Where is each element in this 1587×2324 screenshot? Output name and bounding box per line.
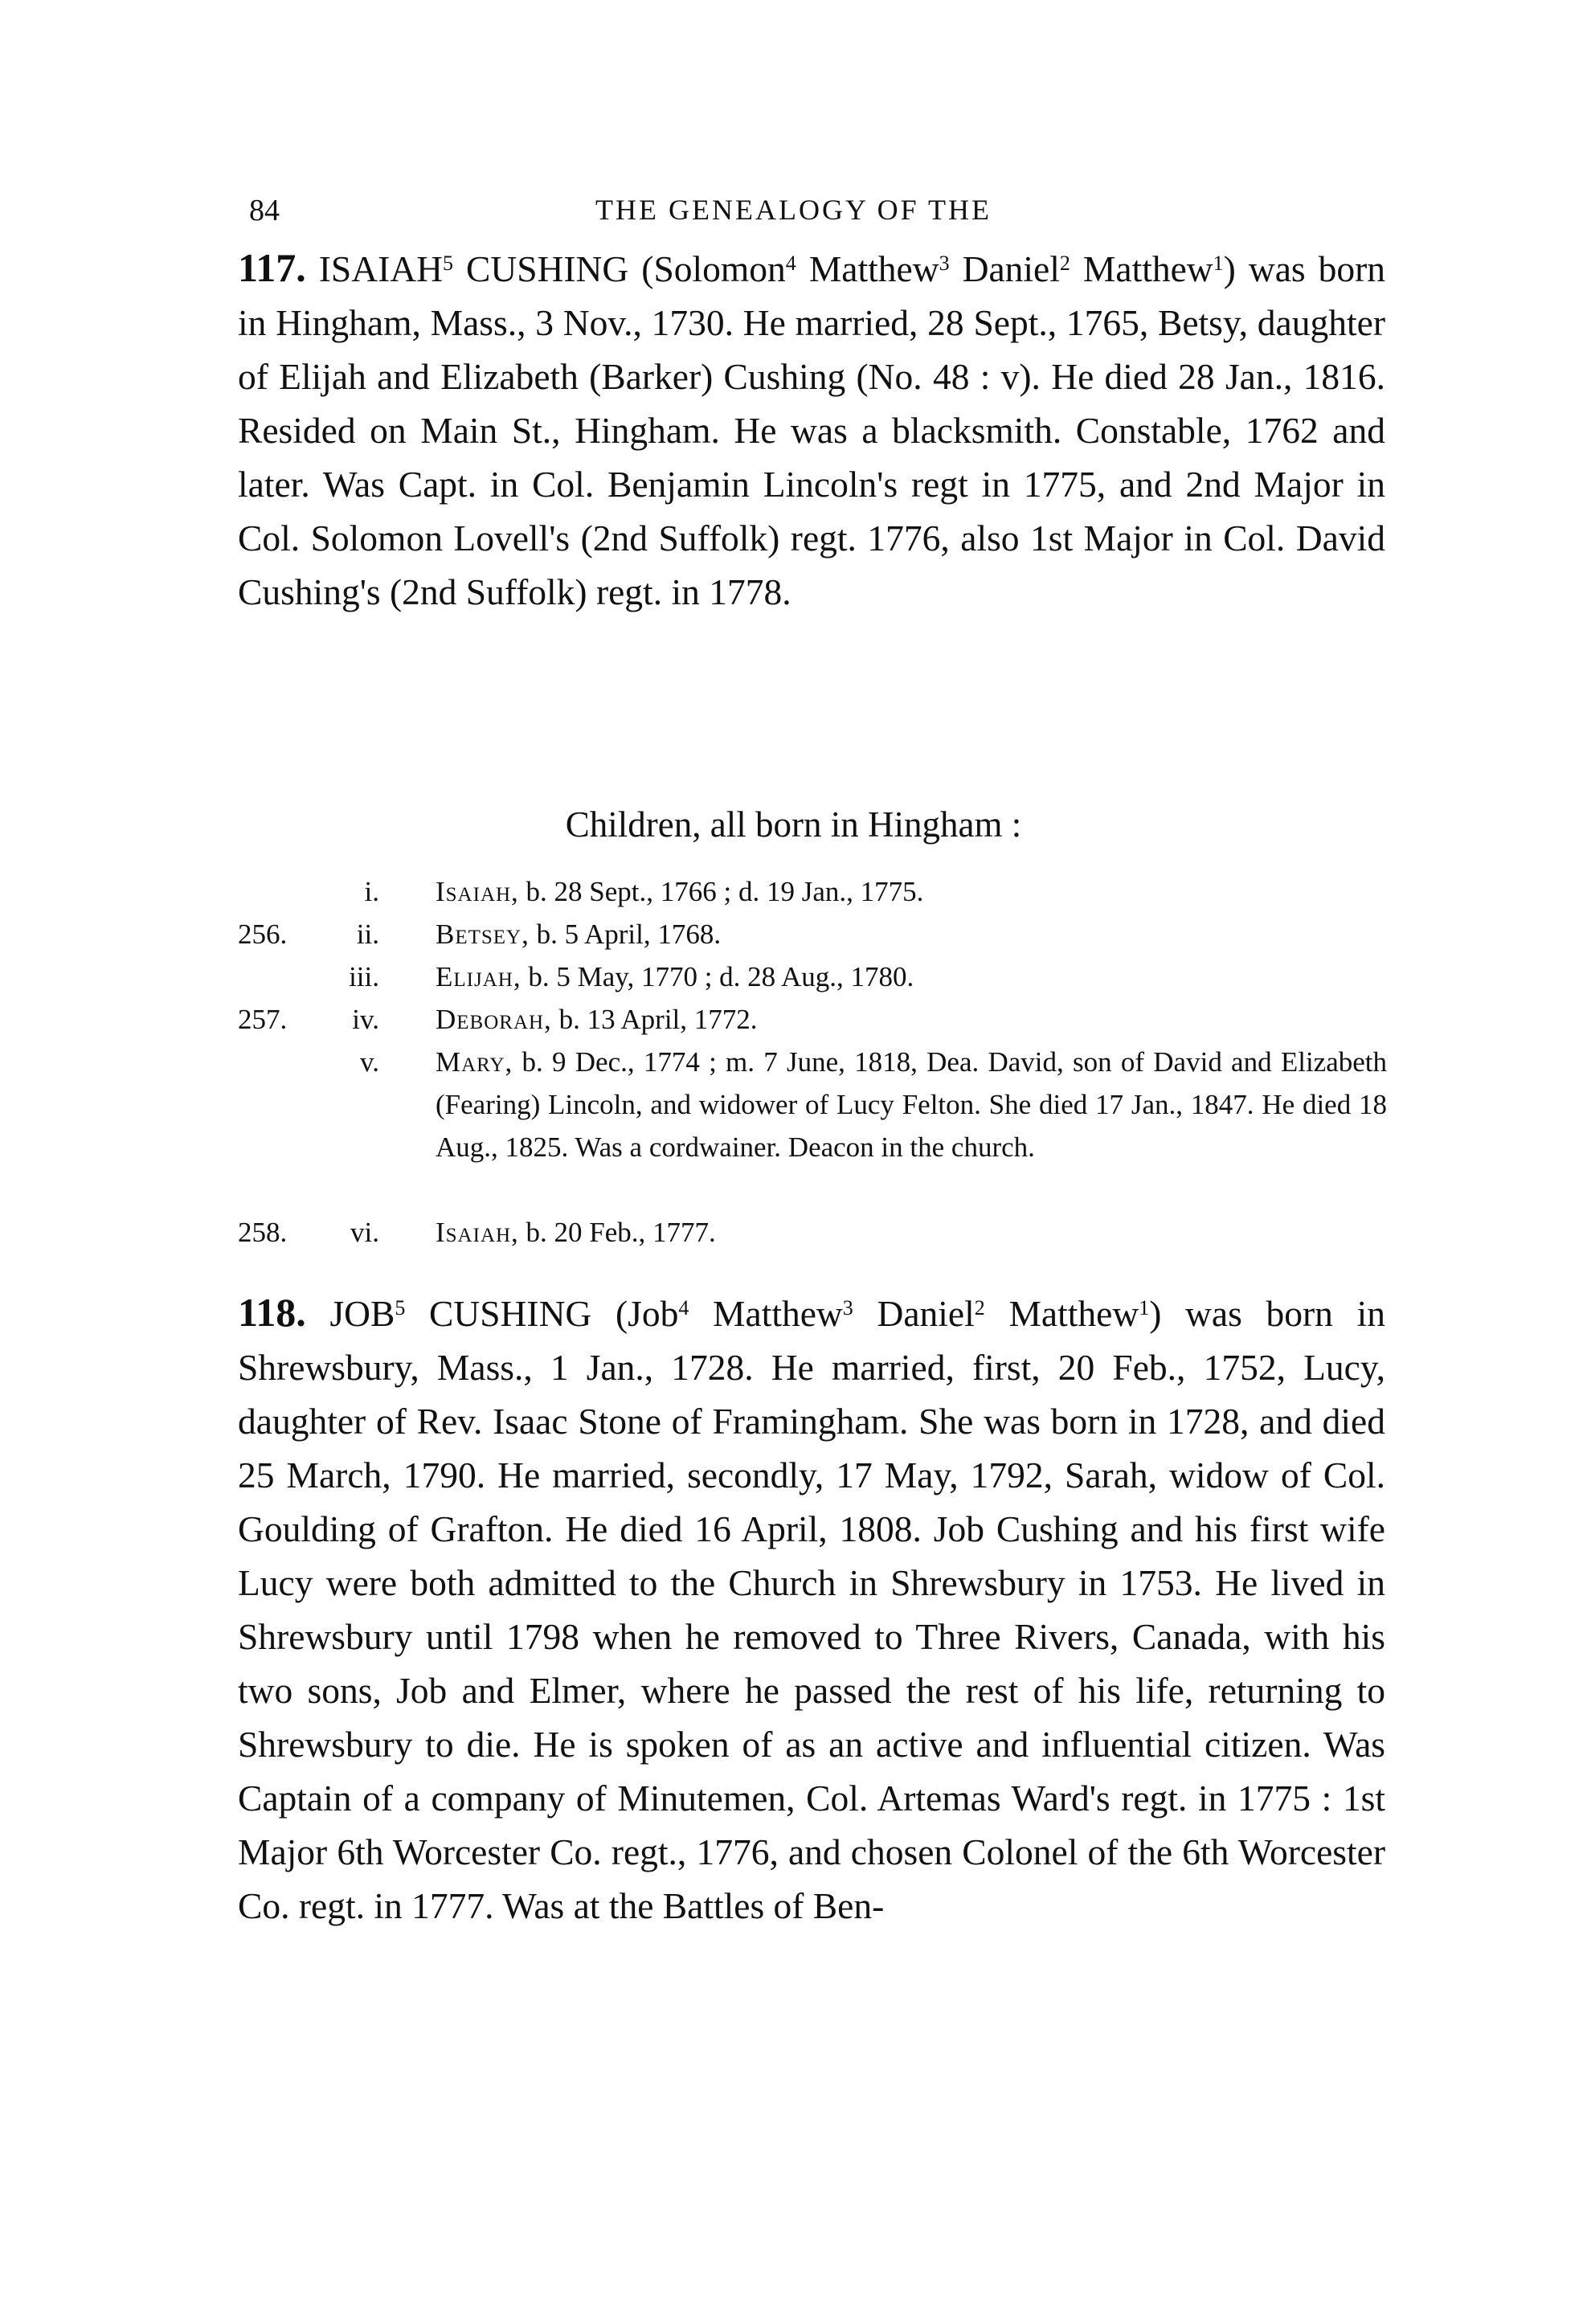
child-name: Isaiah, [436, 1217, 519, 1248]
child-ref-number: 256. [238, 919, 288, 950]
ancestor-name: Matthew [1008, 1293, 1139, 1334]
child-item [238, 955, 1387, 998]
children-heading: Children, all born in Hingham : [565, 804, 1022, 845]
genealogy-entry-118: 118. JOB$^5$ CUSHING (Job$^4$ Matthew$^3$ Daniel$^2$ Matthew$^1$) was born in Shrewsbury, Mass., 1 Jan., 1728. He married, first, 20 Feb., 1752, Lucy, daughter of Rev. Isaac Stone of Framingham. She was born in 1728, and died 25 March, 1790. He married, secondly, 17 May, 1792, Sarah, widow of Col. Goulding of Grafton. He died 16 April, 1808. Job Cushing and his first wife Lucy were both admitted to the Church in Shrewsbury in 1753. He lived in Shrewsbury until 1798 when he removed to Three Rivers, Canada, with his two sons, Job and Elmer, where he passed the rest of his life, returning to Shrewsbury to die. He is spoken of as an active and influential citizen. Was Captain of a company of Minutemen, Col. Artemas Ward's regt. in 1775 : 1st Major 6th Worcester Co. regt., 1776, and chosen Colonel of the 6th Worcester Co. regt. in 1777. Was at the Battles of Ben- [238, 1290, 1385, 1926]
genealogy-entry-117: 117. ISAIAH$^5$ CUSHING (Solomon$^4$ Matthew$^3$ Daniel$^2$ Matthew$^1$) was born in Hingham, Mass., 3 Nov., 1730. He married, 28 Sept., 1765, Betsy, daughter of Elijah and Elizabeth (Barker) Cushing (No. 48 : v). He died 28 Jan., 1816. Resided on Main St., Hingham. He was a blacksmith. Constable, 1762 and later. Was Capt. in Col. Benjamin Lincoln's regt in 1775, and 2nd Major in Col. Solomon Lovell's (2nd Suffolk) regt. 1776, also 1st Major in Col. David Cushing's (2nd Suffolk) regt. in 1778. [238, 245, 1386, 612]
person-surname: CUSHING [429, 1293, 592, 1334]
child-item [238, 1211, 1387, 1254]
ancestor-name: Job [628, 1293, 679, 1334]
child-numeral: iii. [349, 961, 379, 992]
child-ref-number: 257. [238, 1004, 288, 1035]
ancestor-generation: 1 [1139, 1296, 1150, 1320]
running-head: THE GENEALOGY OF THE [595, 194, 992, 226]
child-item [238, 998, 1387, 1041]
child-details: b. 5 April, 1768. [536, 919, 722, 950]
child-numeral: i. [364, 876, 379, 907]
entry-number: 118. [238, 1290, 306, 1335]
child-ref-number: 258. [238, 1217, 288, 1248]
page-number: 84 [249, 194, 280, 227]
child-numeral: vi. [350, 1217, 379, 1248]
child-details: b. 9 Dec., 1774 ; m. 7 June, 1818, Dea. David, son of David and Elizabeth (Fearing) Lincoln, and widower of Lucy Felton. She died 17 Jan., 1847. He died 18 Aug., 1825. Was a cordwainer. Deacon in the church. [436, 1046, 1387, 1163]
ancestor-name: Matthew [808, 248, 939, 289]
child-name: Mary, [436, 1046, 513, 1078]
ancestor-name: Matthew [1082, 248, 1213, 289]
entry-number: 117. [238, 245, 306, 290]
ancestor-name: Daniel [962, 248, 1060, 289]
child-details: b. 13 April, 1772. [558, 1004, 758, 1035]
ancestor-generation: 2 [974, 1296, 985, 1320]
child-numeral: iv. [352, 1004, 379, 1035]
ancestor-generation: 4 [678, 1296, 689, 1320]
generation-number: 5 [395, 1296, 406, 1320]
ancestor-generation: 3 [842, 1296, 853, 1320]
person-name: ISAIAH [318, 248, 443, 289]
child-details: b. 20 Feb., 1777. [526, 1217, 716, 1248]
child-numeral: v. [360, 1046, 379, 1078]
entry-text: ) was born in Shrewsbury, Mass., 1 Jan., 1728. He married, first, 20 Feb., 1752, Lucy, daughter of Rev. Isaac Stone of Framingham. She was born in 1728, and died 25 March, 1790. He married, secondly, 17 May, 1792, Sarah, widow of Col. Goulding of Grafton. He died 16 April, 1808. Job Cushing and his first wife Lucy were both admitted to the Church in Shrewsbury in 1753. He lived in Shrewsbury until 1798 when he removed to Three Rivers, Canada, with his two sons, Job and Elmer, where he passed the rest of his life, returning to Shrewsbury to die. He is spoken of as an active and influential citizen. Was Captain of a company of Minutemen, Col. Artemas Ward's regt. in 1775 : 1st Major 6th Worcester Co. regt., 1776, and chosen Colonel of the 6th Worcester Co. regt. in 1777. Was at the Battles of Ben- [238, 1293, 1385, 1926]
child-name: Betsey, [436, 919, 530, 950]
ancestor-name: Matthew [713, 1293, 843, 1334]
child-item [238, 1041, 1387, 1168]
child-item [238, 913, 1387, 955]
person-surname: CUSHING [466, 248, 629, 289]
ancestor-generation: 4 [785, 252, 796, 275]
child-numeral: ii. [356, 919, 379, 950]
entry-text: ) was born in Hingham, Mass., 3 Nov., 1730. He married, 28 Sept., 1765, Betsy, daughter of Elijah and Elizabeth (Barker) Cushing (No. 48 : v). He died 28 Jan., 1816. Resided on Main St., Hingham. He was a blacksmith. Constable, 1762 and later. Was Capt. in Col. Benjamin Lincoln's regt in 1775, and 2nd Major in Col. Solomon Lovell's (2nd Suffolk) regt. 1776, also 1st Major in Col. David Cushing's (2nd Suffolk) regt. in 1778. [238, 248, 1386, 612]
ancestor-generation: 2 [1059, 252, 1070, 275]
ancestor-name: Daniel [877, 1293, 975, 1334]
generation-number: 5 [442, 252, 453, 275]
child-details: b. 5 May, 1770 ; d. 28 Aug., 1780. [528, 961, 914, 992]
ancestor-generation: 3 [939, 252, 950, 275]
child-item [238, 870, 1387, 913]
child-name: Elijah, [436, 961, 522, 992]
person-name: JOB [329, 1293, 395, 1334]
child-details: b. 28 Sept., 1766 ; d. 19 Jan., 1775. [526, 876, 924, 907]
child-name: Isaiah, [436, 876, 519, 907]
child-name: Deborah, [436, 1004, 552, 1035]
ancestor-generation: 1 [1213, 252, 1224, 275]
ancestor-name: Solomon [653, 248, 786, 289]
